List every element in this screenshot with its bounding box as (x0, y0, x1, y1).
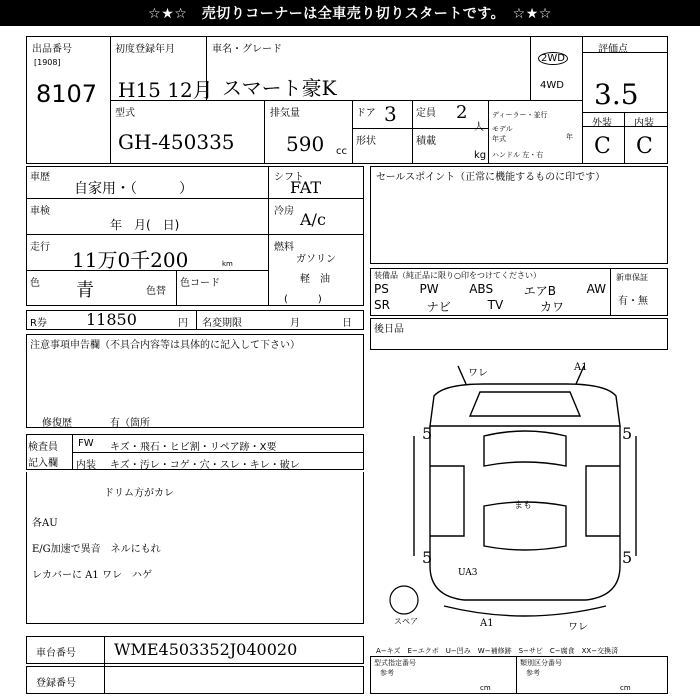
capacity-value: 2 (456, 102, 468, 123)
damage-5-front-right: 5 (622, 424, 633, 443)
load-unit: kg (474, 150, 487, 161)
inspector-label: 検査員 (28, 442, 58, 453)
new-warranty-label: 新車保証 (616, 273, 648, 282)
fuel-gasoline: ガソリン (296, 254, 336, 265)
recycle-value: 11850 (86, 310, 137, 329)
type-designation-ref: 参考 (380, 669, 394, 677)
cm-unit-1: cm (480, 684, 491, 692)
damage-5-front-left: 5 (422, 424, 433, 443)
handwritten-note-3: E/G加速で異音 ネルにもれ (32, 544, 161, 555)
drive-2wd: 2WD (538, 52, 568, 65)
damage-wa-top: ワレ (468, 368, 488, 379)
damage-5-rear-left: 5 (422, 548, 433, 567)
dealer-model-label: モデル (492, 125, 513, 133)
repair-label: 修復歴 (42, 418, 72, 429)
recycle-row (26, 310, 364, 330)
dealer-year-label: 年式 (492, 135, 506, 143)
recycle-label: R券 (30, 318, 47, 329)
handwritten-note-1: ドリム方がカレ (104, 488, 174, 499)
chassis-number: WME4503352J040020 (114, 640, 298, 659)
handwritten-note-4: レカバーに A1 ワレ ハゲ (32, 570, 152, 581)
shift-label: シフト (274, 172, 304, 183)
new-warranty-value: 有・無 (618, 296, 648, 307)
color-code-label: 色コード (180, 278, 220, 289)
fuel-other: ( ) (284, 294, 322, 305)
transfer-day: 日 (342, 318, 352, 329)
fuel-label: 燃料 (274, 242, 294, 253)
doors-value: 3 (384, 102, 397, 126)
mileage-unit: km (222, 260, 233, 268)
history-label: 車歴 (30, 172, 50, 183)
recycle-unit: 円 (178, 318, 188, 329)
car-name-value: スマート豪K (222, 76, 337, 100)
shape-label: 形状 (356, 136, 376, 147)
first-reg-label: 初度登録年月 (115, 44, 175, 55)
color-change-label: 色替 (146, 286, 166, 297)
lot-session: [1908] (34, 58, 61, 67)
transfer-label: 名変期限 (202, 318, 242, 329)
dealer-year-unit: 年 (566, 133, 573, 141)
fuel-diesel: 軽 油 (300, 274, 330, 285)
inspector-label2: 記入欄 (28, 458, 58, 469)
equipment-item-row1-3: エアB (523, 284, 556, 298)
lot-number: 8107 (36, 80, 98, 108)
load-label: 積載 (416, 136, 436, 147)
registration-label: 登録番号 (36, 678, 76, 689)
exterior-grade: C (594, 134, 611, 159)
color-label: 色 (30, 278, 40, 289)
classification-ref: 参考 (526, 669, 540, 677)
type-designation-label: 型式指定番号 (374, 659, 416, 667)
inspection-label: 車検 (30, 206, 50, 217)
model-value: GH-450335 (118, 130, 235, 154)
fw-label: FW (78, 438, 94, 449)
seat-label: 後日品 (374, 324, 404, 335)
classification-label: 類別区分番号 (520, 659, 562, 667)
equipment-item-row1-2: ABS (469, 282, 494, 296)
notes-label: 注意事項申告欄（不具合内容等は具体的に記入して下さい） (30, 340, 300, 351)
equipment-label: 装備品（純正品に限り○印をつけてください） (374, 271, 541, 280)
car-damage-diagram (384, 356, 666, 636)
history-value: 自家用・（ ） (74, 181, 193, 197)
equipment-item-row2-2: TV (487, 298, 504, 312)
shift-value: FAT (290, 178, 322, 197)
transfer-month: 月 (290, 318, 300, 329)
repair-value: 有（箇所 (110, 418, 150, 429)
damage-5-rear-right: 5 (622, 548, 633, 567)
handwritten-note-2: 各AU (32, 518, 58, 529)
displacement-value: 590 (286, 132, 325, 156)
drive-4wd: 4WD (540, 80, 564, 91)
lot-label: 出品番号 (32, 44, 72, 55)
inspection-value: 年 月( 日) (110, 218, 180, 232)
interior-items: キズ・汚レ・コゲ・穴・スレ・キレ・破レ (110, 460, 300, 471)
chassis-label: 車台番号 (36, 648, 76, 659)
equipment-item-row2-0: SR (374, 298, 390, 312)
damage-ua3: UA3 (458, 568, 478, 578)
doors-label: ドア (356, 108, 376, 119)
handle-label: ハンドル 左・右 (492, 151, 544, 159)
car-name-label: 車名・グレード (212, 44, 282, 55)
displacement-label: 排気量 (270, 108, 300, 119)
ac-value: A/c (300, 210, 326, 229)
cm-unit-2: cm (620, 684, 631, 692)
fw-items: キズ・飛石・ヒビ割・リペア跡・X要 (110, 442, 277, 453)
spare-label: スペア (394, 617, 418, 626)
damage-legend: A−キズ E−エクボ U−凹み W−補修跡 S−サビ C−腐食 XX−交換済 (376, 647, 619, 655)
interior-items-label: 内装 (76, 460, 96, 471)
auction-banner: ☆★☆ 売切りコーナーは全車売り切りスタートです。 ☆★☆ (0, 0, 700, 26)
damage-a1-bottom: A1 (480, 618, 494, 629)
damage-wa-bottom: ワレ (568, 622, 588, 633)
score-value: 3.5 (594, 78, 639, 111)
displacement-unit: cc (336, 146, 347, 157)
dealer-label: ディーラー・並行 (492, 111, 548, 119)
equipment-item-row2-3: カワ (539, 300, 564, 314)
equipment-item-row2-1: ナビ (426, 300, 451, 314)
model-label: 型式 (115, 108, 135, 119)
ac-label: 冷房 (274, 206, 294, 217)
damage-mark: まも (514, 501, 533, 511)
exterior-label: 外装 (592, 118, 612, 129)
equipment-item-row1-1: PW (419, 282, 439, 296)
equipment-item-row1-4: AW (586, 282, 606, 296)
equipment-item-row1-0: PS (374, 282, 389, 296)
seat-box (370, 318, 668, 350)
capacity-label: 定員 (416, 108, 436, 119)
interior-label: 内装 (634, 118, 654, 129)
first-reg-value: H15 12月 (118, 78, 213, 102)
color-value: 青 (76, 280, 94, 301)
interior-grade: C (636, 134, 653, 159)
score-label: 評価点 (598, 44, 628, 55)
registration-box (26, 666, 364, 694)
sales-point-label: セールスポイント（正常に機能するものに印です） (376, 172, 606, 183)
mileage-value: 11万0千200 (72, 248, 189, 272)
mileage-label: 走行 (30, 242, 50, 253)
damage-a1-top: A1 (574, 362, 588, 373)
capacity-unit: 人 (474, 122, 484, 133)
